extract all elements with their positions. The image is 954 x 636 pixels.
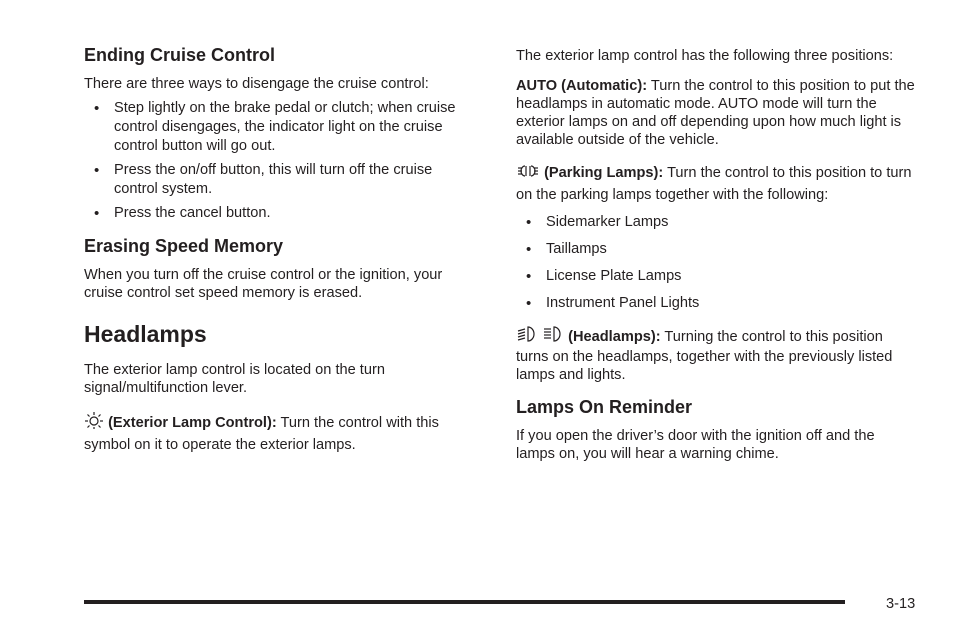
high-beam-headlamp-icon — [542, 325, 564, 348]
ending-cruise-heading: Ending Cruise Control — [84, 45, 275, 65]
exterior-lamp-paragraph — [84, 411, 476, 455]
page-number: 3-13 — [886, 596, 916, 612]
list-item: • Instrument Panel Lights — [526, 295, 700, 312]
bullet-icon: • — [526, 214, 532, 231]
bullet-icon: • — [94, 205, 100, 222]
right-column — [516, 44, 916, 463]
headlamps-paragraph — [516, 325, 916, 384]
list-item: • Step lightly on the brake pedal or clutch; when cruise control disengages, the indicator light on the cruise control button will go out. — [94, 100, 456, 154]
list-item: • Sidemarker Lamps — [526, 214, 669, 231]
list-item: • Press the cancel button. — [94, 205, 271, 222]
headlamps-text: Turning the control to this position turns on the headlamps, together with the previously listed lamps and lights. — [516, 329, 893, 383]
lamps-reminder-text: If you open the driver’s door with the ignition off and the lamps on, you will hear a warning chime. — [516, 428, 875, 462]
list-item: • Taillamps — [526, 241, 607, 258]
bullet-icon: • — [526, 268, 532, 285]
bullet-icon: • — [94, 162, 100, 179]
parking-lamps-list — [516, 213, 916, 313]
ending-cruise-intro: There are three ways to disengage the cruise control: — [84, 76, 429, 92]
bullet-icon: • — [526, 295, 532, 312]
auto-text: Turn the control to this position to put the headlamps in automatic mode. AUTO mode will turn the exterior lamps on and off depending upon how much light is available outside of the vehicle. — [516, 78, 915, 148]
headlamps-heading: Headlamps — [84, 321, 207, 347]
ending-cruise-list — [84, 99, 476, 223]
list-item: • License Plate Lamps — [526, 268, 682, 285]
erasing-speed-text: When you turn off the cruise control or the ignition, your cruise control set speed memory is erased. — [84, 267, 443, 301]
parking-text: Turn the control to this position to turn on the parking lamps together with the following: — [516, 165, 912, 203]
bullet-icon: • — [526, 241, 532, 258]
list-item: • Press the on/off button, this will turn off the cruise control system. — [94, 162, 433, 197]
exterior-lamp-text: Turn the control with this symbol on it to operate the exterior lamps. — [84, 415, 439, 453]
exterior-lamp-label: (Exterior Lamp Control): — [108, 415, 277, 431]
lamps-reminder-heading: Lamps On Reminder — [516, 397, 693, 417]
headlamps-label: (Headlamps): — [568, 329, 661, 345]
low-beam-headlamp-icon — [516, 325, 538, 348]
auto-paragraph — [516, 77, 916, 149]
parking-paragraph — [516, 163, 916, 205]
left-column — [84, 44, 476, 455]
footer-rule — [84, 600, 845, 604]
exterior-lamp-sun-icon — [84, 411, 104, 435]
headlamps-intro: The exterior lamp control is located on the turn signal/multifunction lever. — [84, 362, 385, 396]
bullet-icon: • — [94, 100, 100, 117]
positions-intro: The exterior lamp control has the following three positions: — [516, 48, 894, 64]
auto-label: AUTO (Automatic): — [516, 78, 648, 94]
parking-lamps-icon — [516, 163, 540, 185]
erasing-speed-heading: Erasing Speed Memory — [84, 236, 284, 256]
parking-label: (Parking Lamps): — [544, 165, 664, 181]
